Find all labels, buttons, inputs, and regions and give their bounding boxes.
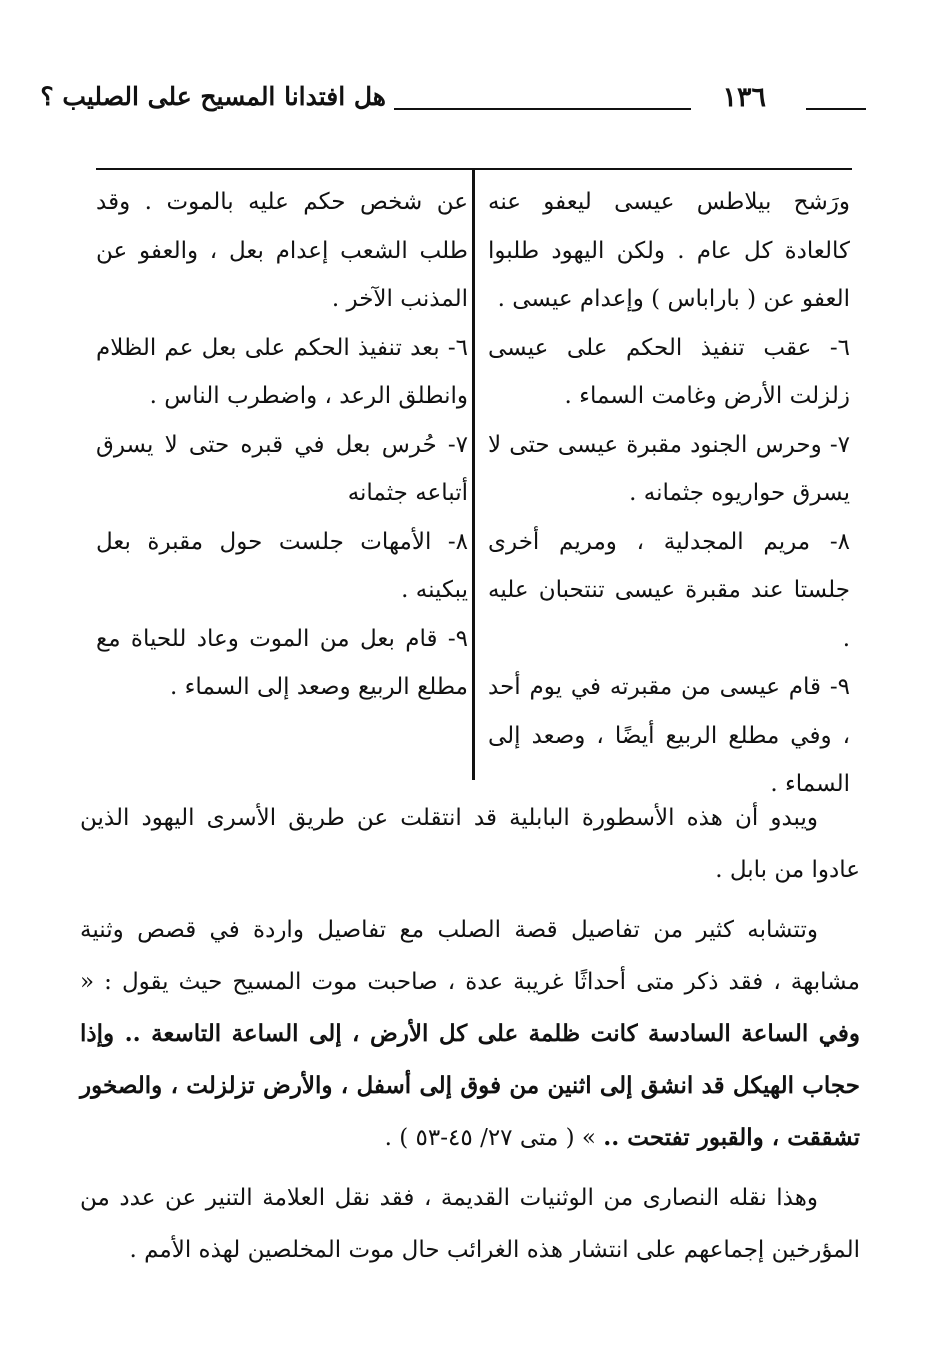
page-number: ١٣٦ — [722, 82, 766, 113]
comparison-item: ٦- بعد تنفيذ الحكم على بعل عم الظلام وانطلق الرعد ، واضطرب الناس . — [96, 334, 468, 409]
comparison-item: ٨- الأمهات جلست حول مقبرة بعل يبكينه . — [96, 528, 468, 603]
scripture-reference: » ( متى ٢٧/ ٤٥-٥٣ ) . — [384, 1125, 596, 1151]
table-column-divider — [472, 168, 475, 780]
page-header — [40, 82, 866, 122]
paragraph: وهذا نقله النصارى من الوثنيات القديمة ، فقد نقل العلامة التنير عن عدد من المؤرخين إجماعهم على انتشار هذه الغرائب حال موت المخلصين لهذه الأمم . — [80, 1185, 860, 1263]
header-rule-middle — [394, 108, 691, 110]
paragraph-intro: وتتشابه كثير من تفاصيل قصة الصلب مع تفاصيل واردة في قصص وثنية مشابهة ، فقد ذكر متى أحداثًا غريبة عدة ، صاحبت موت المسيح حيث يقول : « — [80, 917, 860, 995]
comparison-item: ٩- قام بعل من الموت وعاد للحياة مع مطلع الربيع وصعد إلى السماء . — [96, 625, 468, 700]
body-text — [80, 792, 860, 1284]
scripture-quote: وفي الساعة السادسة كانت ظلمة على كل الأرض ، إلى الساعة التاسعة .. وإذا حجاب الهيكل قد انشق إلى اثنين من فوق إلى أسفل ، والأرض تزلزلت ، والصخور تشققت ، والقبور تفتحت .. — [80, 1020, 860, 1151]
paragraph — [80, 904, 860, 1164]
comparison-column-jesus — [488, 178, 850, 809]
comparison-item: ٨- مريم المجدلية ، ومريم أخرى جلستا عند مقبرة عيسى تنتحبان عليه . — [488, 528, 850, 652]
comparison-item: ٧- وحرس الجنود مقبرة عيسى حتى لا يسرق حواريوه جثمانه . — [488, 431, 850, 506]
comparison-item: ٧- حُرس بعل في قبره حتى لا يسرق أتباعه جثمانه — [96, 431, 468, 506]
comparison-item: ورَشح بيلاطس عيسى ليعفو عنه كالعادة كل عام . ولكن اليهود طلبوا العفو عن ( باراباس ) وإعدام عيسى . — [488, 189, 850, 312]
header-rule-right — [806, 108, 866, 110]
comparison-item: ٩- قام عيسى من مقبرته في يوم أحد ، وفي مطلع الربيع أيضًا ، وصعد إلى السماء . — [488, 674, 850, 797]
comparison-column-baal — [96, 178, 468, 712]
comparison-item: عن شخص حكم عليه بالموت . وقد طلب الشعب إعدام بعل ، والعفو عن المذنب الآخر . — [96, 189, 468, 312]
comparison-item: ٦- عقب تنفيذ الحكم على عيسى زلزلت الأرض وغامت السماء . — [488, 334, 850, 409]
running-title: هل افتدانا المسيح على الصليب ؟ — [40, 82, 386, 111]
paragraph: ويبدو أن هذه الأسطورة البابلية قد انتقلت عن طريق الأسرى اليهود الذين عادوا من بابل . — [80, 805, 860, 883]
